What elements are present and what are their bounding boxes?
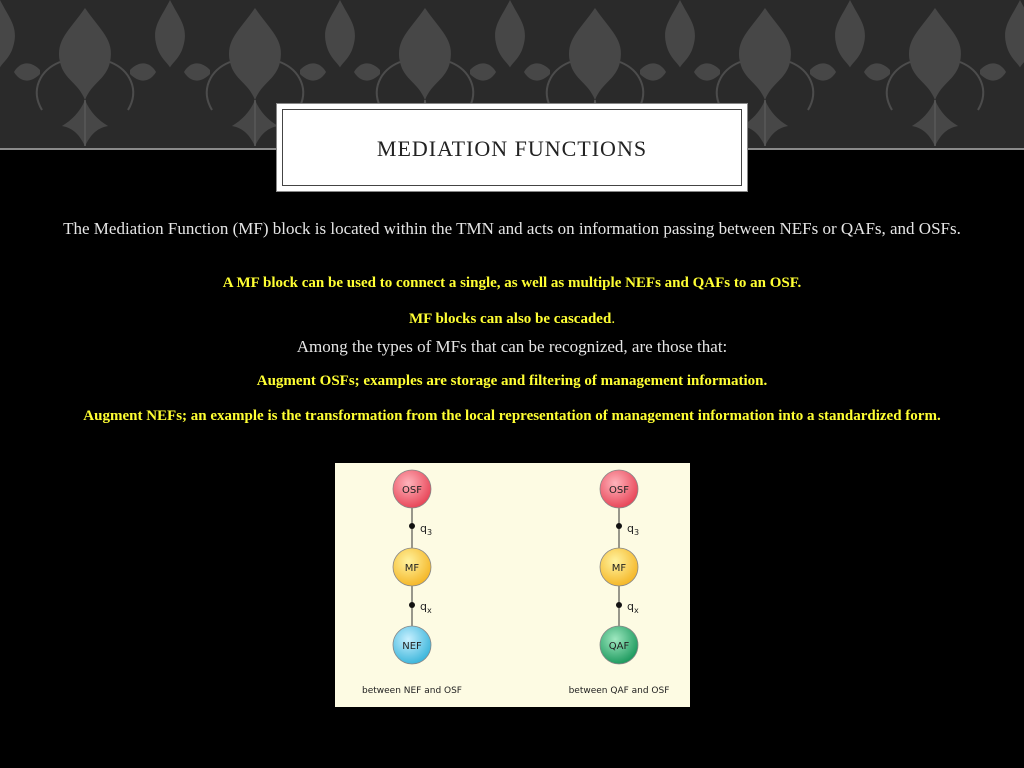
cascade-paragraph bbox=[50, 310, 974, 329]
left-lower-ref-point bbox=[409, 602, 415, 608]
right-lower-ref-point bbox=[616, 602, 622, 608]
right-upper-ref-point bbox=[616, 523, 622, 529]
right-mf-label: MF bbox=[611, 563, 627, 574]
right-lower-ref-label: $q_x$ bbox=[627, 600, 639, 615]
augment-osf-paragraph: Augment OSFs; examples are storage and filtering of management information. bbox=[256, 373, 768, 389]
qaf-label: QAF bbox=[608, 641, 630, 652]
slide-title: MEDIATION FUNCTIONS bbox=[376, 136, 648, 161]
mf-diagram-svg bbox=[335, 463, 690, 707]
right-caption: between QAF and OSF bbox=[568, 686, 670, 696]
right-osf-label: OSF bbox=[609, 485, 629, 496]
left-upper-ref-label: $q_3$ bbox=[420, 522, 433, 537]
left-osf-label: OSF bbox=[402, 485, 422, 496]
right-chain bbox=[569, 470, 670, 696]
intro-paragraph: The Mediation Function (MF) block is located within the TMN and acts on information passing between NEFs or QAFs, and OSFs. bbox=[63, 219, 961, 238]
cascade-period: . bbox=[611, 311, 616, 327]
right-upper-ref-label: $q_3$ bbox=[627, 522, 640, 537]
augment-nef-paragraph: Augment NEFs; an example is the transformation from the local representation of management information into a standardized form. bbox=[83, 408, 941, 424]
left-upper-ref-point bbox=[409, 523, 415, 529]
left-chain bbox=[362, 470, 462, 696]
cascade-text: MF blocks can also be cascaded bbox=[408, 311, 612, 327]
connect-paragraph: A MF block can be used to connect a single, as well as multiple NEFs and QAFs to an OSF. bbox=[222, 275, 802, 291]
left-mf-label: MF bbox=[404, 563, 420, 574]
nef-label: NEF bbox=[402, 641, 422, 652]
left-lower-ref-label: $q_x$ bbox=[420, 600, 432, 615]
types-intro-paragraph: Among the types of MFs that can be recognized, are those that: bbox=[296, 337, 728, 356]
left-caption: between NEF and OSF bbox=[361, 686, 463, 696]
title-box bbox=[277, 104, 747, 191]
mf-diagram bbox=[335, 463, 690, 707]
